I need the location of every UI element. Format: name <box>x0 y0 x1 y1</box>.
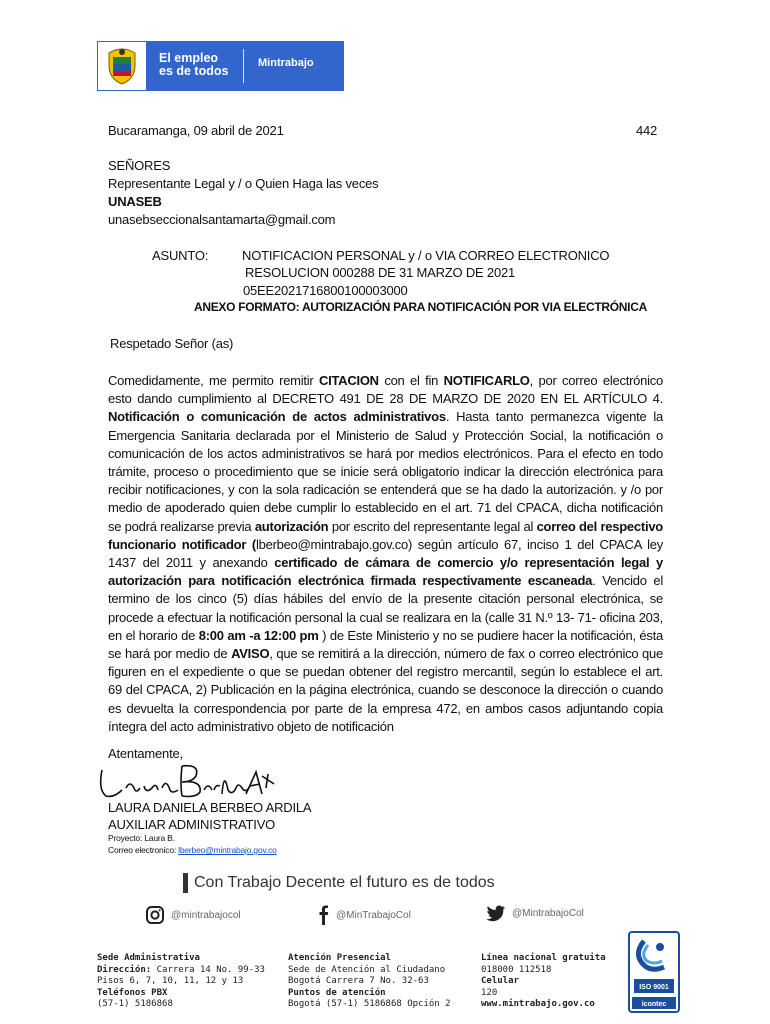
body-emphasis: correo del respectivo funcionario notificador ( <box>108 518 663 552</box>
linea-value: 018000 112518 <box>481 964 552 975</box>
subject-label: ASUNTO: <box>152 248 209 263</box>
logo-line-2: es de todos <box>159 64 229 78</box>
facebook-icon <box>318 905 330 925</box>
facebook-handle[interactable] <box>318 905 411 925</box>
subject-line-1: NOTIFICACION PERSONAL y / o VIA CORREO ELECTRONICO <box>242 248 610 263</box>
body-emphasis: autorización <box>254 518 329 534</box>
ministry-logo <box>97 41 344 91</box>
closing: Atentamente, <box>108 746 183 761</box>
atencion-line-3: Bogotá (57-1) 5186868 Opción 2 <box>288 999 451 1009</box>
project-by: Proyecto: Laura B. <box>108 833 175 843</box>
body-text: lberbeo@mintrabajo.gov.co) según artículo 67, inciso 1 del CPACA ley 1437 del 2011 y anexando <box>108 536 663 571</box>
email-line <box>108 844 277 856</box>
iso-text: ISO 9001 <box>639 984 669 991</box>
linea-title: Línea nacional gratuita <box>481 953 606 963</box>
body-emphasis: Notificación o comunicación de actos administrativos <box>108 409 446 425</box>
twitter-label: @MintrabajoCol <box>512 908 584 919</box>
logo-divider <box>243 49 244 83</box>
email-link[interactable]: lberbeo@mintrabajo.gov.co <box>178 845 277 855</box>
footer-atencion <box>288 953 451 1011</box>
body-text: Comedidamente, me permito remitir <box>108 373 319 388</box>
body-emphasis: CITACION <box>318 373 379 388</box>
body-emphasis: certificado de cámara de comercio y/o representación legal y autorización para notificación electrónica firmada respectivamente escaneada <box>108 555 663 589</box>
instagram-handle[interactable] <box>145 905 241 925</box>
coat-of-arms-icon <box>97 41 147 91</box>
facebook-label: @MinTrabajoCol <box>336 909 411 921</box>
place-date: Bucaramanga, 09 abril de 2021 <box>108 123 284 138</box>
phone-value: (57-1) 5186868 <box>97 999 173 1009</box>
body-text: , que se remitirá a la dirección, número de fax o correo electrónico que figuren en el expediente o que se puedan obtener del registro mercantil, según lo establece el art. 69 del CPACA, 2) Publicación en la página electrónica, cuando se desconoce la dirección o cuando es devuelta la correspondencia por parte de la empresa 472, en ambos casos adjuntando copia íntegra del acto administrativo objeto de notificación <box>108 646 663 734</box>
twitter-icon <box>486 905 506 922</box>
twitter-handle[interactable] <box>486 905 584 922</box>
address-label: Dirección: <box>97 964 152 975</box>
email-label: Correo electronico: <box>108 845 179 855</box>
body-emphasis: 8:00 am -a 12:00 pm <box>198 627 319 643</box>
recipient-role: Representante Legal y / o Quien Haga las veces <box>108 176 379 191</box>
atencion-title: Atención Presencial <box>288 953 391 963</box>
instagram-label: @mintrabajocol <box>171 909 241 921</box>
icontec-logo-icon <box>628 931 680 1013</box>
greeting: Respetado Señor (as) <box>110 336 234 351</box>
floors: Pisos 6, 7, 10, 11, 12 y 13 <box>97 976 244 986</box>
letter-body <box>108 372 663 736</box>
puntos-title: Puntos de atención <box>288 987 386 998</box>
subject-line-3: 05EE2021716800100003000 <box>243 283 408 298</box>
iso-brand: icontec <box>641 1001 667 1008</box>
logo-slogan <box>147 41 243 91</box>
body-text: . Hasta tanto permanezca vigente la Emergencia Sanitaria declarada por el Ministerio de Salud y Protección Social, la notificación o comunicación de los actos administrativos se hará por medios electrónicos. Para el efecto en todo trámite, proceso o procedimiento que se inicie será obligatorio indicar la dirección electrónica para recibir notificaciones, y con la sola radicación se entenderá que se ha dado la autorización. y /o por medio de apoderado quien debe cumplir lo establecido en el art. 71 del CPACA, dicha notificación se podrá realizarse previa <box>108 409 663 534</box>
footer-slogan: Con Trabajo Decente el futuro es de todos <box>183 873 495 893</box>
recipient-org: UNASEB <box>108 194 162 209</box>
logo-line-1: El empleo <box>159 51 219 65</box>
address-value: Carrera 14 No. 99-33 <box>151 964 265 975</box>
subject-line-2: RESOLUCION 000288 DE 31 MARZO DE 2021 <box>245 265 516 280</box>
recipient-email: unasebseccionalsantamarta@gmail.com <box>108 212 336 227</box>
footer-sede <box>97 953 265 1011</box>
celular-title: Celular <box>481 976 519 986</box>
body-text: , por correo electrónico esto dando cumplimiento al DECRETO 491 DE 28 DE MARZO DE 2020 EN EL ARTÍCULO 4. <box>108 373 663 407</box>
reference-number: 442 <box>636 123 658 138</box>
atencion-line-2: Bogotá Carrera 7 No. 32-63 <box>288 976 429 986</box>
atencion-line-1: Sede de Atención al Ciudadano <box>288 964 446 975</box>
website-link[interactable]: www.mintrabajo.gov.co <box>481 999 595 1009</box>
phone-label: Teléfonos PBX <box>97 987 168 998</box>
salutation-to: SEÑORES <box>108 158 171 173</box>
instagram-icon <box>145 905 165 925</box>
body-emphasis: NOTIFICARLO <box>443 373 530 388</box>
logo-ministry-name: Mintrabajo <box>258 57 314 69</box>
sede-title: Sede Administrativa <box>97 953 200 963</box>
body-text: por escrito del representante legal al <box>328 518 537 534</box>
footer-contacto <box>481 953 606 1011</box>
body-emphasis: AVISO <box>231 646 270 662</box>
body-text: con el fin <box>378 373 444 388</box>
body-text: . Vencido el termino de los cinco (5) días hábiles del envío de la presente citación personal electrónica, se procede a efectuar la notificación personal la cual se realizara en la (calle 31 N.º 13- 71- oficina 203, en el horario de <box>108 573 663 643</box>
signer-title: AUXILIAR ADMINISTRATIVO <box>108 817 276 832</box>
subject-line-4: ANEXO FORMATO: AUTORIZACIÓN PARA NOTIFICACIÓN POR VIA ELECTRÓNICA <box>194 300 647 314</box>
signer-name: LAURA DANIELA BERBEO ARDILA <box>108 800 312 815</box>
body-text: ) de Este Ministerio y no se pudiere hacer la notificación, ésta se hará por medio de <box>108 627 663 662</box>
celular-value: 120 <box>481 987 498 998</box>
